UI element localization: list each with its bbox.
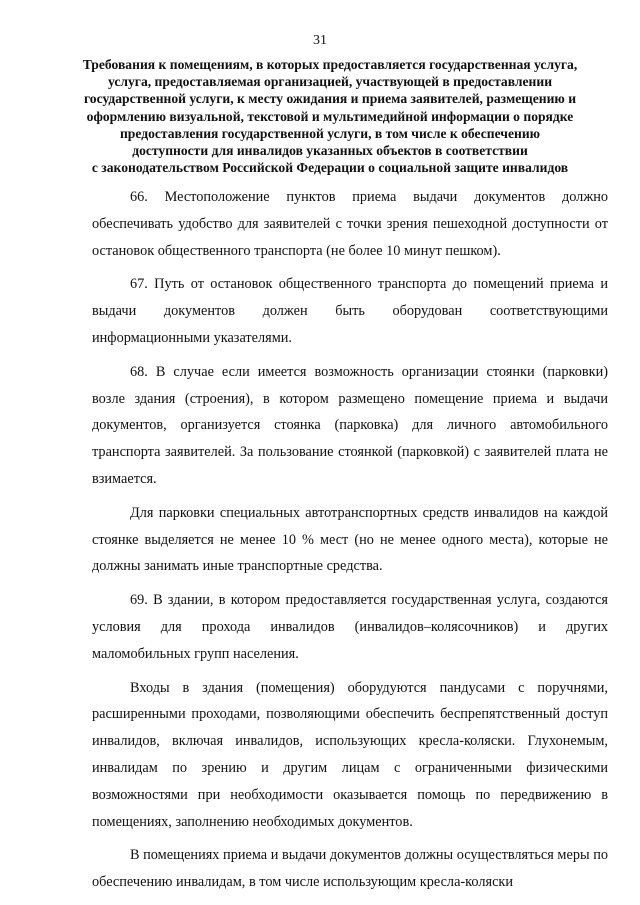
page-number: 31: [313, 33, 327, 48]
heading-line: предоставления государственной услуги, в том числе к обеспечению: [119, 125, 541, 141]
heading-line: Требования к помещениям, в которых предоставляется государственная услуга,: [82, 57, 578, 72]
heading-line: услуга, предоставляемая организацией, участвующей в предоставлении: [107, 74, 553, 90]
paragraph-69: 69. В здании, в котором предоставляется государственная услуга, создаются условия для прохода инвалидов (инвалидов–колясочников) и других маломобильных групп населения.: [92, 592, 608, 662]
heading-line: государственной услуги, к месту ожидания и приема заявителей, размещению и: [83, 91, 577, 107]
heading-line: оформлению визуальной, текстовой и мультимедийной информации о порядке: [86, 108, 574, 124]
paragraph-parking: Для парковки специальных автотранспортных средств инвалидов на каждой стоянке выделяется не менее 10 % мест (но не менее одного места), которые не должны занимать иные транспортные средства.: [92, 504, 608, 575]
paragraph-entrances: Входы в здания (помещения) оборудуются пандусами с поручнями, расширенными проходами, позволяющими обеспечить беспрепятственный доступ инвалидов, включая инвалидов, использующих кресла-коляски. Глухонемым, инвалидам по зрению и другим лицам с ограниченными физическими возможностями при необходимости оказывается помощь по передвижению в помещениях, заполнению необходимых документов.: [92, 679, 608, 830]
paragraph-66: 66. Местоположение пунктов приема выдачи документов должно обеспечивать удобство для заявителей с точки зрения пешеходной доступности от остановок общественного транспорта (не более 10 минут пешком).: [92, 189, 608, 259]
heading-line: с законодательством Российской Федерации о социальной защите инвалидов: [91, 160, 569, 176]
paragraph-measures: В помещениях приема и выдачи документов должны осуществляться меры по обеспечению инвалидам, в том числе использующим кресла-коляски: [92, 847, 608, 891]
section-heading: [70, 56, 590, 176]
paragraph-67: 67. Путь от остановок общественного транспорта до помещений приема и выдачи документов должен быть оборудован соответствующими информационными указателями.: [92, 276, 608, 346]
paragraph-68: 68. В случае если имеется возможность организации стоянки (парковки) возле здания (строения), в котором размещено помещение приема и выдачи документов, организуется стоянка (парковка) для личного автомобильного транспорта заявителей. За пользование стоянкой (парковкой) с заявителей плата не взимается.: [92, 363, 608, 487]
document-body: [92, 184, 608, 903]
heading-line: доступности для инвалидов указанных объектов в соответствии: [132, 143, 528, 159]
